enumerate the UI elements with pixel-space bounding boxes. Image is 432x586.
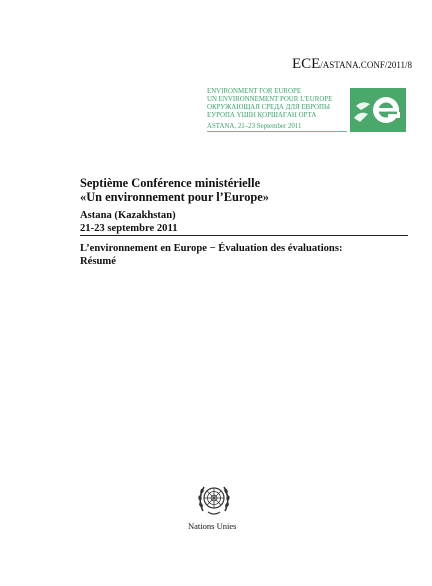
conference-banner [207,88,352,130]
banner-line-en: ENVIRONMENT FOR EUROPE [207,88,302,95]
document-symbol [292,56,412,73]
horizontal-rule [80,235,408,236]
conference-title-line1: Septième Conférence ministérielle [80,176,261,190]
conference-venue [80,210,178,235]
conference-title [80,176,269,204]
subject-line2: Résumé [80,255,116,267]
un-emblem-icon [195,481,233,517]
e-logo-icon [350,88,406,132]
venue-place: Astana (Kazakhstan) [80,210,176,221]
conference-title-line2: «Un environnement pour l’Europe» [80,190,269,204]
banner-line-ru: ОКРУЖАЮЩАЯ СРЕДА ДЛЯ ЕВРОПЫ [207,104,331,111]
document-subject [80,243,410,268]
document-symbol-number: /ASTANA.CONF/2011/8 [320,60,412,70]
banner-date-line: ASTANA, 21–23 September 2011 [207,123,302,130]
banner-line-kk: ЕУРОПА ҮШІН ҚОРШАҒАН ОРТА [207,112,317,119]
document-symbol-prefix: ECE [291,56,321,72]
organization-name: Nations Unies [188,521,237,531]
venue-dates: 21-23 septembre 2011 [80,222,178,234]
banner-divider [207,131,347,132]
banner-line-fr: UN ENVIRONNEMENT POUR L'EUROPE [207,96,333,103]
subject-line1: L’environnement en Europe − Évaluation des évaluations: [80,243,343,254]
environment-for-europe-e-logo [350,88,406,132]
conference-banner-lines [207,88,352,120]
